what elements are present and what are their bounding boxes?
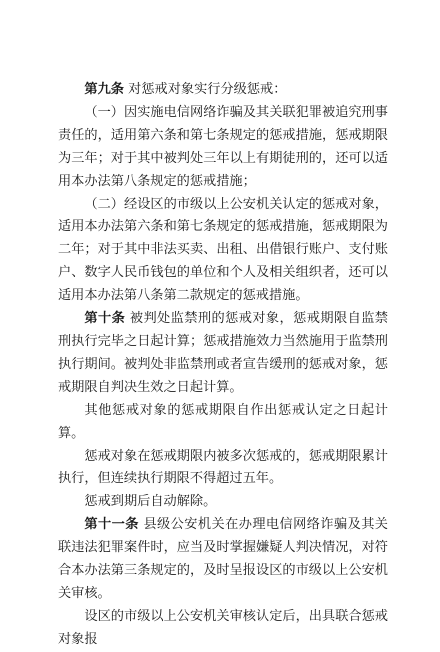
paragraph-text: （一）因实施电信网络诈骗及其关联犯罪被追究刑事责任的，适用第六条和第七条规定的惩戒措施，惩戒期限为三年；对于其中被判处三年以上有期徒刑的，还可以适用本办法第八条规定的惩戒措施； xyxy=(58,104,388,189)
article-number: 第十一条 xyxy=(84,517,139,533)
paragraph-text: 被判处监禁刑的惩戒对象，惩戒期限自监禁刑执行完毕之日起计算；惩戒措施效力当然施用于监禁刑执行期间。被判处非监禁刑或者宣告缓刑的惩戒对象，惩戒期限自判决生效之日起计算。 xyxy=(58,311,388,395)
paragraph-article-10-part-4 xyxy=(58,491,388,514)
paragraph-article-11 xyxy=(58,514,388,606)
paragraph-text: 县级公安机关在办理电信网络诈骗及其关联违法犯罪案件时，应当及时掌握嫌疑人判决情况，对符合本办法第三条规定的，及时呈报设区的市级以上公安机关审核。 xyxy=(58,517,388,601)
paragraph-article-9-item-1 xyxy=(58,102,388,194)
paragraph-text: 惩戒对象在惩戒期限内被多次惩戒的，惩戒期限累计执行，但连续执行期限不得超过五年。 xyxy=(58,448,388,487)
article-number: 第十条 xyxy=(84,311,126,327)
paragraph-article-11-part-2 xyxy=(58,606,388,652)
paragraph-text: 对惩戒对象实行分级惩戒： xyxy=(123,82,287,97)
document-body xyxy=(58,79,388,652)
paragraph-text: 其他惩戒对象的惩戒期限自作出惩戒认定之日起计算。 xyxy=(58,402,388,441)
paragraph-text: 惩戒到期后自动解除。 xyxy=(84,494,217,510)
paragraph-article-9-item-2 xyxy=(58,194,388,309)
article-number: 第九条 xyxy=(84,82,124,97)
paragraph-article-10 xyxy=(58,308,388,400)
paragraph-article-10-part-3 xyxy=(58,446,388,492)
paragraph-text: 设区的市级以上公安机关审核认定后，出具联合惩戒对象报 xyxy=(58,608,388,647)
paragraph-article-10-part-2 xyxy=(58,400,388,446)
paragraph-text: （二）经设区的市级以上公安机关认定的惩戒对象，适用本办法第六条和第七条规定的惩戒措施，惩戒期限为二年；对于其中非法买卖、出租、出借银行账户、支付账户、数字人民币钱包的单位和个人及相关组织者，还可以适用本办法第八条第二款规定的惩戒措施。 xyxy=(58,196,388,304)
paragraph-article-9 xyxy=(58,79,388,102)
